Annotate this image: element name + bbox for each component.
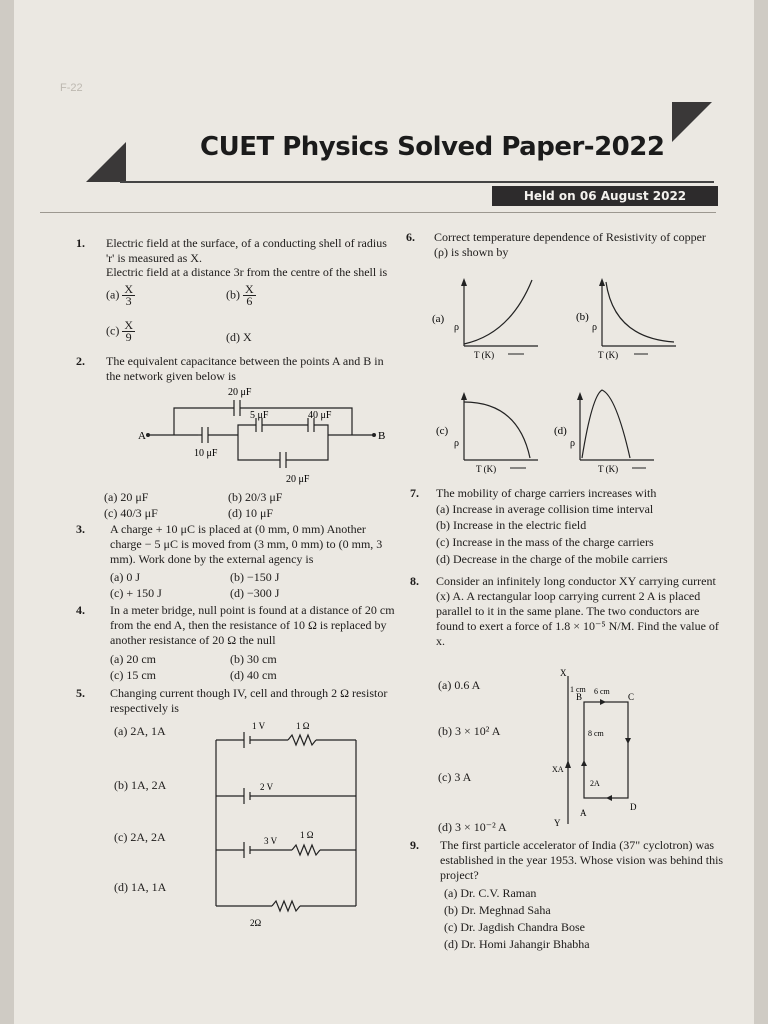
question-text: Correct temperature dependence of Resistivity of copper (ρ) is shown by <box>434 230 706 259</box>
axis-label: T (K) <box>598 464 619 474</box>
question-text: Consider an infinitely long conductor XY carrying current (x) A. A rectangular loop carrying current 2 A is placed parallel to it in the same plane. The two conductors are found to exert a force of 1.8 × 10⁻⁵ N/M. Find the value of x. <box>436 574 719 648</box>
axis-label: T (K) <box>476 464 497 474</box>
option-c[interactable]: (c) + 150 J <box>110 586 162 600</box>
option-a[interactable]: (a) 20 cm <box>110 652 156 666</box>
option-c[interactable]: (c) Dr. Jagdish Chandra Bose <box>444 920 585 934</box>
point-label: D <box>630 802 637 812</box>
question-text: Electric field at a distance 3r from the centre of the shell is <box>106 265 388 279</box>
capacitor-label: 5 μF <box>250 410 269 421</box>
option-b[interactable]: (b) 3 × 10² A <box>438 724 501 738</box>
resistor-label: 1 Ω <box>300 830 314 840</box>
option-b[interactable]: (b) 30 cm <box>230 652 277 666</box>
fraction: $\frac{X}{6}$ <box>245 282 254 308</box>
graph-option-label: (c) <box>436 425 449 437</box>
option-b[interactable]: (b) Dr. Meghnad Saha <box>444 903 551 917</box>
option-b[interactable]: (b) Increase in the electric field <box>436 518 587 532</box>
question-number: 5. <box>76 686 85 700</box>
question-text: In a meter bridge, null point is found at a distance of 20 cm from the end A, then the resistance of 10 Ω is replaced by another resistance of 20 Ω the null <box>110 603 395 647</box>
option-b[interactable]: (b) 20/3 μF <box>228 490 283 504</box>
resistivity-graphs <box>430 262 720 480</box>
question-text: A charge + 10 μC is placed at (0 mm, 0 mm) Another charge − 5 μC is moved from (3 mm, 0 mm) to (0 mm, 3 mm). Work done by the external agency is <box>110 522 383 566</box>
current-label: 2A <box>590 779 600 788</box>
question-text: The first particle accelerator of India (37" cyclotron) was established in the year 1953. Whose vision was behind this project? <box>440 838 724 882</box>
node-a-label: A <box>138 430 146 442</box>
option-a[interactable]: (a) 0 J <box>110 570 140 584</box>
question-number: 3. <box>76 522 85 536</box>
point-label: C <box>628 692 635 702</box>
point-label: B <box>576 692 583 702</box>
question-text: The mobility of charge carriers increases with <box>436 486 657 500</box>
dimension-label: 8 cm <box>588 729 604 738</box>
option-c[interactable]: (c) Increase in the mass of the charge carriers <box>436 535 654 549</box>
option-d[interactable]: (d) 10 μF <box>228 506 274 520</box>
option-c[interactable]: (c) $\frac{X}{9}$ <box>106 318 133 344</box>
question-number: 7. <box>410 486 419 500</box>
question-text: The equivalent capacitance between the points A and B in the network given below is <box>106 354 384 383</box>
option-a[interactable]: (a) $\frac{X}{3}$ <box>106 282 133 308</box>
question-text: Changing current though IV, cell and through 2 Ω resistor respectively is <box>110 686 388 715</box>
node-b-label: B <box>378 430 386 442</box>
capacitor-label: 40 μF <box>308 410 332 421</box>
resistor-label: 1 Ω <box>296 721 310 731</box>
page-title: CUET Physics Solved Paper-2022 <box>200 132 665 162</box>
current-label: XA <box>552 765 564 774</box>
axis-label: T (K) <box>474 350 495 360</box>
option-c[interactable]: (c) 3 A <box>438 770 472 784</box>
axis-label: ρ <box>454 322 459 333</box>
option-b[interactable]: (b) 1A, 2A <box>114 778 167 792</box>
option-a[interactable]: (a) Increase in average collision time interval <box>436 502 654 516</box>
axis-label: ρ <box>454 438 459 449</box>
axis-label: ρ <box>592 322 597 333</box>
bleed-through-text: F-22 <box>60 82 83 94</box>
capacitor-label: 20 μF <box>286 474 310 485</box>
option-c[interactable]: (c) 15 cm <box>110 668 156 682</box>
option-a[interactable]: (a) Dr. C.V. Raman <box>444 886 537 900</box>
option-a[interactable]: (a) 0.6 A <box>438 678 481 692</box>
option-b[interactable]: (b) −150 J <box>230 570 280 584</box>
graph-option-label: (b) <box>576 311 589 323</box>
question-text: Electric field at the surface, of a conducting shell of radius 'r' is measured as X. <box>106 236 387 265</box>
option-c[interactable]: (c) 2A, 2A <box>114 830 166 844</box>
option-d[interactable]: (d) Decrease in the charge of the mobile carriers <box>436 552 668 566</box>
cell-resistor-circuit-diagram <box>206 716 376 930</box>
question-number: 9. <box>410 838 419 852</box>
capacitor-network-diagram <box>138 380 398 490</box>
question-number: 8. <box>410 574 419 588</box>
option-d[interactable]: (d) 3 × 10⁻² A <box>438 820 507 834</box>
capacitor-label: 10 μF <box>194 448 218 459</box>
question-number: 1. <box>76 236 85 250</box>
axis-label: ρ <box>570 438 575 449</box>
capacitor-label: 20 μF <box>228 387 252 398</box>
point-label: X <box>560 668 567 678</box>
graph-option-label: (d) <box>554 425 567 437</box>
cell-label: 3 V <box>264 836 278 846</box>
point-label: Y <box>554 818 561 828</box>
option-d[interactable]: (d) 1A, 1A <box>114 880 167 894</box>
cell-label: 1 V <box>252 721 266 731</box>
option-a[interactable]: (a) 2A, 1A <box>114 724 166 738</box>
graph-option-label: (a) <box>432 313 445 325</box>
option-d[interactable]: (d) Dr. Homi Jahangir Bhabha <box>444 937 590 951</box>
axis-label: T (K) <box>598 350 619 360</box>
dimension-label: 6 cm <box>594 687 610 696</box>
option-a[interactable]: (a) 20 μF <box>104 490 149 504</box>
fraction: $\frac{X}{9}$ <box>124 318 133 344</box>
option-d[interactable]: (d) X <box>226 330 252 344</box>
question-number: 6. <box>406 230 415 244</box>
exam-date-badge: Held on 06 August 2022 <box>492 186 718 206</box>
dimension-label: 1 cm <box>570 685 586 694</box>
option-b[interactable]: (b) $\frac{X}{6}$ <box>226 282 254 308</box>
question-number: 2. <box>76 354 85 368</box>
conductor-loop-diagram <box>540 664 660 834</box>
resistor-label: 2Ω <box>250 918 262 928</box>
question-number: 4. <box>76 603 85 617</box>
header-divider <box>40 212 716 213</box>
fraction: $\frac{X}{3}$ <box>124 282 133 308</box>
option-c[interactable]: (c) 40/3 μF <box>104 506 158 520</box>
point-label: A <box>580 808 587 818</box>
cell-label: 2 V <box>260 782 274 792</box>
option-d[interactable]: (d) 40 cm <box>230 668 277 682</box>
option-d[interactable]: (d) −300 J <box>230 586 280 600</box>
